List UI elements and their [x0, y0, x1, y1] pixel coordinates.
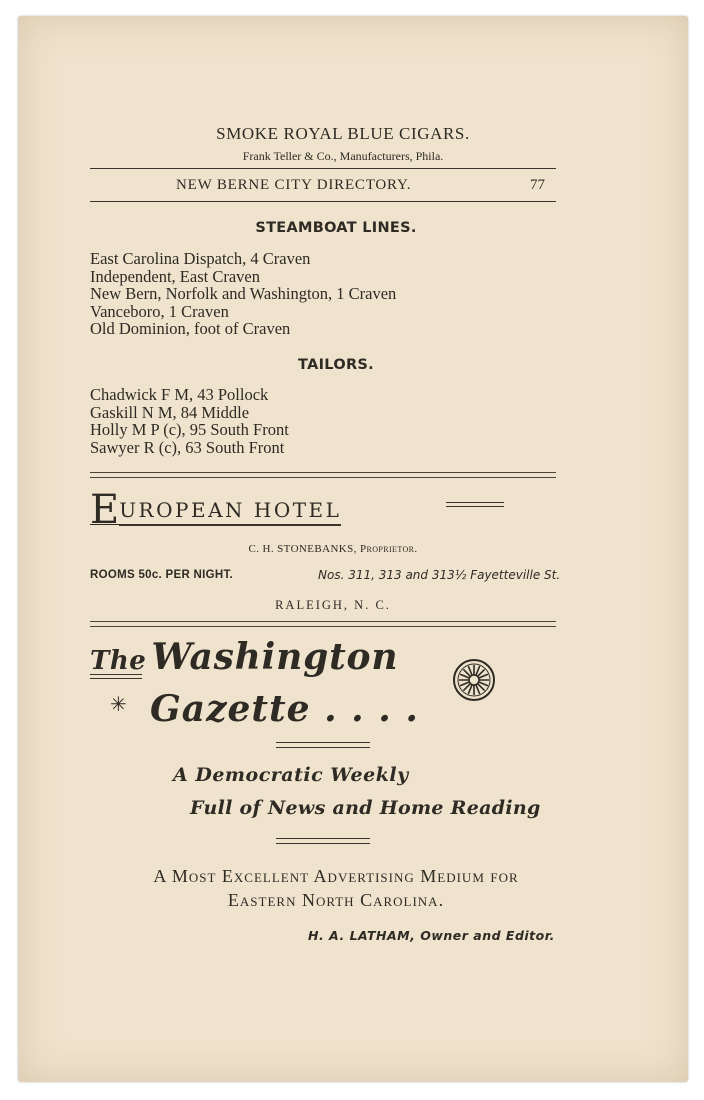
- gazette-the: The: [90, 646, 147, 676]
- hotel-address: Nos. 311, 313 and 313½ Fayetteville St.: [318, 568, 561, 582]
- gazette-divider-1: [276, 742, 370, 748]
- gazette-washington: Washington: [151, 636, 399, 678]
- hotel-rooms-rate: ROOMS 50c. PER NIGHT.: [90, 569, 234, 581]
- gazette-owner: H. A. LATHAM, Owner and Editor.: [308, 928, 555, 943]
- gazette-divider-2: [276, 838, 370, 844]
- gazette-tagline-2: Full of News and Home Reading: [190, 797, 541, 819]
- asterism-icon: ✳: [110, 692, 127, 716]
- gazette-medium-line-1: A Most Excellent Advertising Medium for: [153, 866, 519, 886]
- gazette-the-underline: [90, 674, 142, 679]
- list-item: Gaskill N M, 84 Middle: [90, 402, 250, 422]
- rosette-ornament-icon: [452, 658, 496, 702]
- cigar-ad-title: SMOKE ROYAL BLUE CIGARS.: [216, 124, 470, 143]
- hotel-initial: E: [90, 487, 120, 533]
- list-item: Independent, East Craven: [90, 266, 260, 286]
- list-item: Sawyer R (c), 63 South Front: [90, 437, 285, 457]
- hotel-ad-top-border: [90, 472, 556, 478]
- gazette-tagline-1: A Democratic Weekly: [173, 764, 409, 786]
- hotel-name-rest: UROPEAN HOTEL: [119, 498, 341, 526]
- list-item: Old Dominion, foot of Craven: [90, 319, 291, 338]
- running-title: NEW BERNE CITY DIRECTORY.: [176, 177, 412, 193]
- list-item: East Carolina Dispatch, 4 Craven: [90, 249, 311, 268]
- cigar-ad-subtitle: Frank Teller & Co., Manufacturers, Phila.: [242, 149, 444, 163]
- directory-page: [18, 16, 688, 1082]
- steamboat-heading: STEAMBOAT LINES.: [255, 220, 417, 236]
- steamboat-list: [90, 250, 396, 338]
- gazette-medium-line-2: Eastern North Carolina.: [227, 890, 445, 910]
- list-item: Holly M P (c), 95 South Front: [90, 420, 289, 439]
- page-number: 77: [530, 177, 545, 193]
- gazette-title-line1: [90, 636, 398, 678]
- list-item: Chadwick F M, 43 Pollock: [90, 385, 269, 404]
- list-item: New Bern, Norfolk and Washington, 1 Craven: [90, 284, 397, 303]
- hotel-name-flourish: [446, 502, 504, 507]
- hotel-city: RALEIGH, N. C.: [275, 598, 391, 612]
- tailors-list: [90, 386, 289, 456]
- gazette-title-line2: Gazette . . . .: [150, 688, 419, 730]
- gazette-ad-top-border: [90, 621, 556, 627]
- tailors-heading: TAILORS.: [298, 357, 374, 373]
- header-rule-bottom: [90, 201, 556, 202]
- header-rule-top: [90, 168, 556, 169]
- hotel-name: [90, 487, 342, 533]
- hotel-proprietor: C. H. STONEBANKS, Proprietor.: [248, 543, 418, 555]
- list-item: Vanceboro, 1 Craven: [90, 301, 229, 321]
